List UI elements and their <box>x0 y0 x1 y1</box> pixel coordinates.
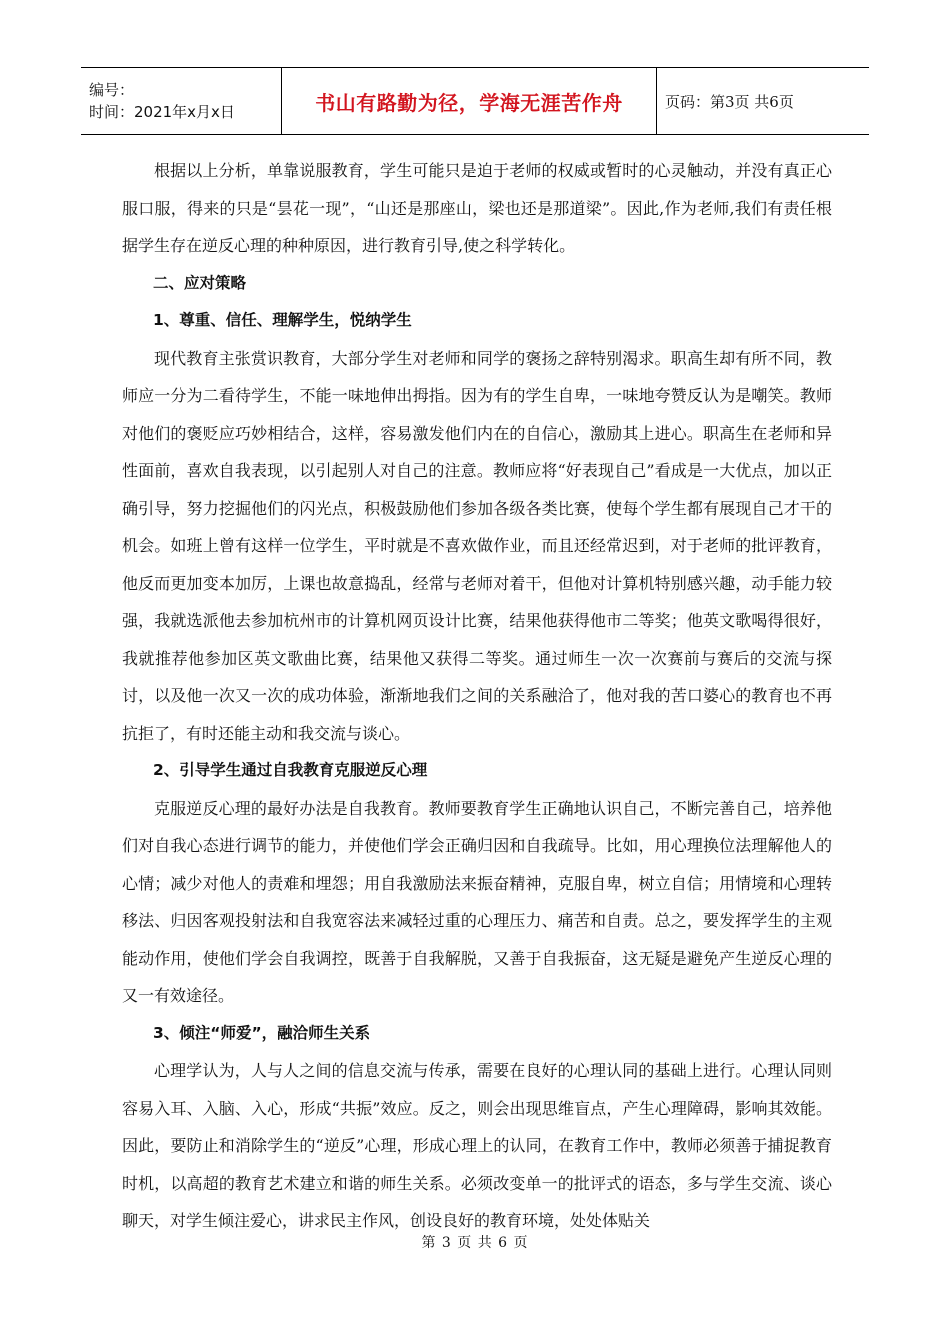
header-page-info: 页码：第3页 共6页 <box>665 92 794 111</box>
body-paragraph: 心理学认为，人与人之间的信息交流与传承，需要在良好的心理认同的基础上进行。心理认同则容易入耳、入脑、入心，形成“共振”效应。反之，则会出现思维盲点，产生心理障碍，影响其效能。因此，要防止和消除学生的“逆反”心理，形成心理上的认同，在教育工作中，教师必须善于捕捉教育时机，以高超的教育艺术建立和谐的师生关系。必须改变单一的批评式的语态，多与学生交流、谈心聊天，对学生倾注爱心，讲求民主作风，创设良好的教育环境，处处体贴关 <box>122 1061 832 1230</box>
header-motto: 书山有路勤为径，学海无涯苦作舟 <box>315 90 623 115</box>
header-page-cell <box>657 68 869 134</box>
body-paragraph: 现代教育主张赏识教育，大部分学生对老师和同学的褒扬之辞特别渴求。职高生却有所不同，教师应一分为二看待学生，不能一味地伸出拇指。因为有的学生自卑，一味地夸赞反认为是嘲笑。教师对他们的褒贬应巧妙相结合，这样，容易激发他们内在的自信心，激励其上进心。职高生在老师和异性面前，喜欢自我表现，以引起别人对自己的注意。教师应将“好表现自己”看成是一大优点，加以正确引导，努力挖掘他们的闪光点，积极鼓励他们参加各级各类比赛，使每个学生都有展现自己才干的机会。如班上曾有这样一位学生，平时就是不喜欢做作业，而且还经常迟到，对于老师的批评教育，他反而更加变本加厉，上课也故意捣乱，经常与老师对着干，但他对计算机特别感兴趣，动手能力较强，我就选派他去参加杭州市的计算机网页设计比赛，结果他获得他市二等奖；他英文歌喝得很好，我就推荐他参加区英文歌曲比赛，结果他又获得二等奖。通过师生一次一次赛前与赛后的交流与探讨，以及他一次又一次的成功体验，渐渐地我们之间的关系融洽了，他对我的苦口婆心的教育也不再抗拒了，有时还能主动和我交流与谈心。 <box>122 348 832 743</box>
header-meta <box>81 68 281 134</box>
body-paragraph: 根据以上分析，单靠说服教育，学生可能只是迫于老师的权威或暂时的心灵触动，并没有真正心服口服，得来的只是“昙花一现”，“山还是那座山，梁也还是那道梁”。因此,作为老师,我们有责任根据学生存在逆反心理的种种原因，进行教育引导,使之科学转化。 <box>122 161 832 255</box>
header-motto-cell <box>281 68 657 134</box>
section-heading: 二、应对策略 <box>153 273 247 292</box>
document-time-label: 时间：2021年x月x日 <box>89 103 235 121</box>
document-number-label: 编号： <box>89 81 135 99</box>
document-body <box>122 152 832 1240</box>
body-paragraph: 克服逆反心理的最好办法是自我教育。教师要教育学生正确地认识自己，不断完善自己，培养他们对自我心态进行调节的能力，并使他们学会正确归因和自我疏导。比如，用心理换位法理解他人的心情；减少对他人的责难和埋怨；用自我激励法来振奋精神，克服自卑，树立自信；用情境和心理转移法、归因客观投射法和自我宽容法来减轻过重的心理压力、痛苦和自责。总之，要发挥学生的主观能动作用，使他们学会自我调控，既善于自我解脱，又善于自我振奋，这无疑是避免产生逆反心理的又一有效途径。 <box>122 798 832 1005</box>
subsection-heading: 2、引导学生通过自我教育克服逆反心理 <box>153 761 428 779</box>
page-footer: 第 3 页 共 6 页 <box>421 1235 529 1251</box>
document-header <box>81 67 869 135</box>
subsection-heading: 3、倾注“师爱”，融洽师生关系 <box>153 1023 371 1042</box>
subsection-heading: 1、尊重、信任、理解学生，悦纳学生 <box>153 311 412 329</box>
